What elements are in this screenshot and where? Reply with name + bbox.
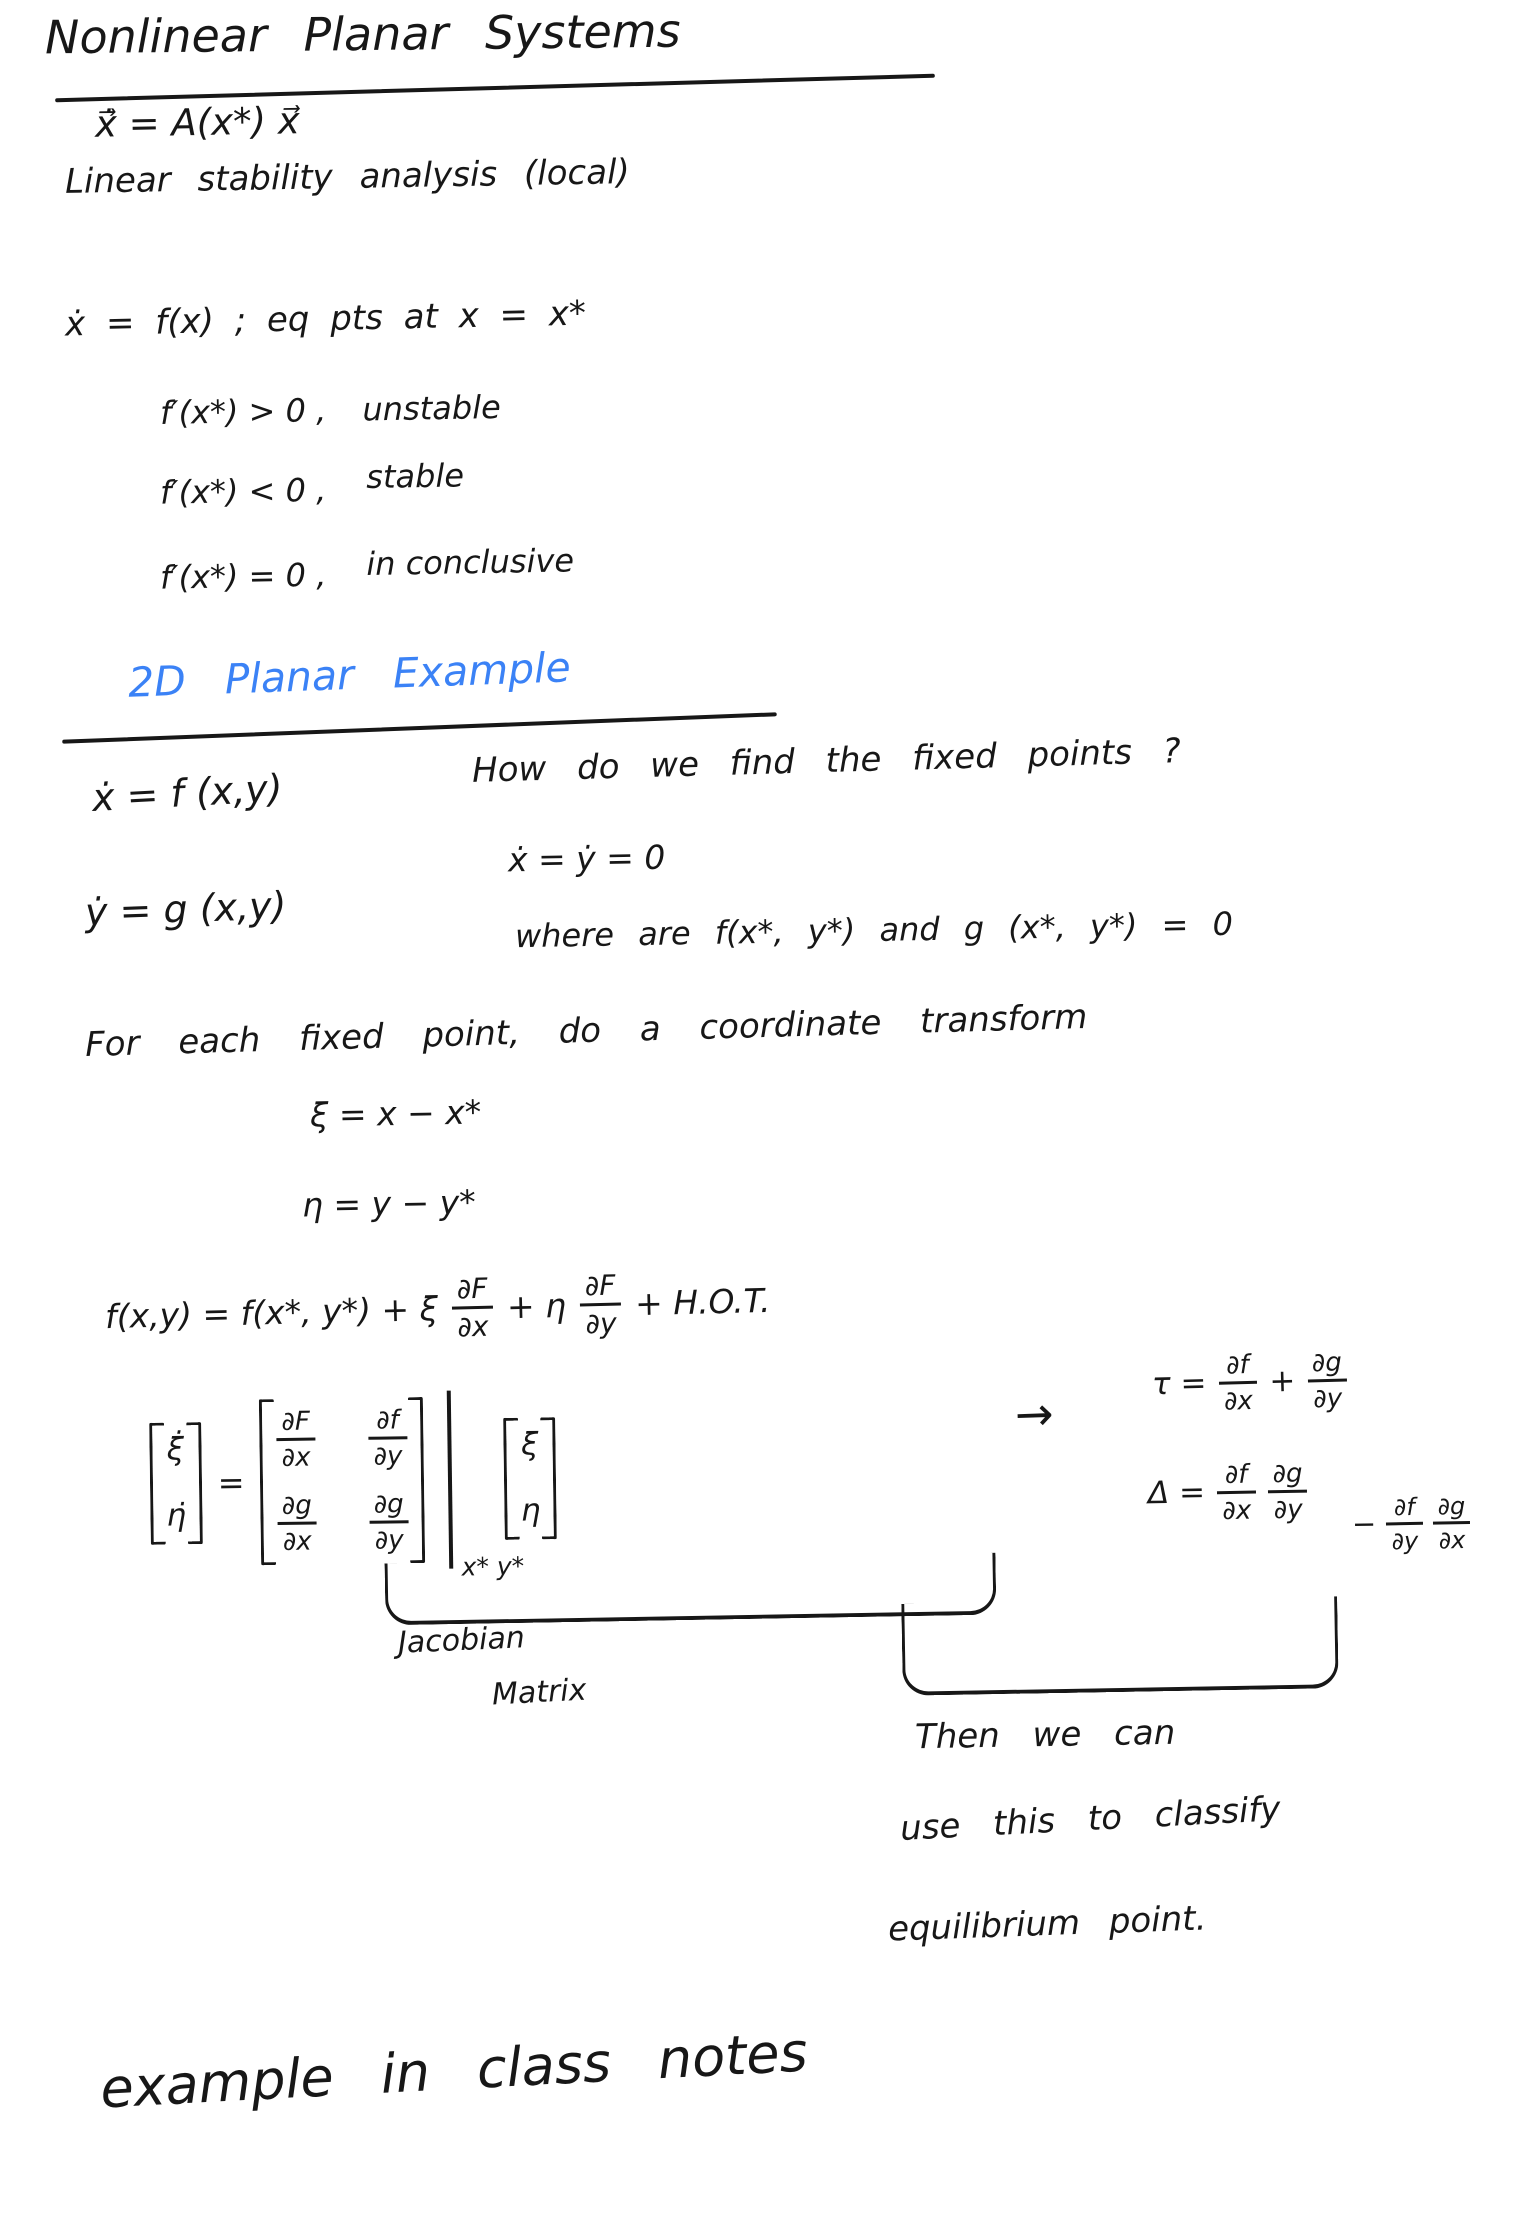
where-line: where are f(x*, y*) and g (x*, y*) = 0 [514,904,1234,956]
trace-frac-2-den: ∂y [1308,1378,1348,1412]
taylor-lead: f(x,y) = f(x*, y*) + ξ [104,1289,439,1337]
xi-definition: ξ = x − x* [309,1092,482,1135]
det-frac-2-den: ∂y [1268,1490,1307,1524]
case-stable-condition: f′(x*) < 0 , [159,470,327,512]
det-minus: − [1351,1506,1377,1542]
taylor-frac-y-den: ∂y [580,1303,622,1339]
matrix-cell-01-num: ∂f [376,1405,400,1436]
rhs-vector [504,1418,557,1540]
trace-formula [1151,1349,1348,1416]
taylor-hot: + H.O.T. [634,1280,771,1324]
determinant-formula-tail [1352,1494,1472,1554]
taylor-frac-y [579,1268,622,1341]
eval-subscript: x* y* [461,1551,525,1582]
jacobian-label: Jacobian [397,1620,526,1661]
trace-frac-1-den: ∂x [1218,1381,1258,1415]
trace-frac-2 [1306,1347,1348,1415]
det-frac-3 [1386,1492,1424,1556]
implies-arrow: → [1014,1386,1055,1442]
taylor-expansion [104,1268,771,1350]
matrix-cell-10-den: ∂x [278,1522,317,1556]
lhs-vector [149,1422,202,1544]
fixed-point-condition: ẋ = ẏ = 0 [507,837,666,880]
matrix-cell-01 [367,1407,408,1470]
det-frac-3-num: ∂f [1393,1492,1415,1522]
case-inconclusive-condition: f′(x*) = 0 , [159,555,327,597]
matrix-cell-00 [275,1406,316,1473]
det-lead: Δ = [1147,1474,1206,1512]
fixed-points-question: How do we find the fixed points ? [471,731,1182,791]
taylor-plus-eta: + η [506,1285,567,1327]
trace-frac-1-num: ∂f [1225,1350,1250,1381]
trace-frac-1 [1218,1352,1258,1415]
det-frac-2-num: ∂g [1272,1458,1303,1490]
matrix-cell-01-den: ∂y [368,1436,407,1470]
case-unstable [160,389,501,432]
section-underline [62,712,777,743]
conclusion-line-3: equilibrium point. [887,1898,1207,1950]
trace-frac-2-num: ∂g [1311,1347,1343,1379]
page-title: Nonlinear Planar Systems [44,3,681,65]
determinant-formula [1147,1458,1308,1527]
det-frac-1-den: ∂x [1217,1491,1256,1525]
det-frac-2 [1267,1458,1308,1526]
taylor-frac-x-den: ∂x [452,1306,494,1342]
matrix-cell-10 [277,1490,318,1557]
matrix-cell-00-den: ∂x [276,1438,315,1472]
det-frac-1 [1217,1459,1257,1527]
matrix-label: Matrix [491,1672,588,1713]
rhs-eta: η [520,1492,541,1529]
case-inconclusive [159,541,575,597]
conclusion-line-1: Then we can [914,1712,1176,1758]
system-eq-x: ẋ = f (x,y) [90,766,284,820]
det-frac-4 [1432,1494,1471,1553]
matrix-cell-00-num: ∂F [281,1406,311,1437]
system-eq-y: ẏ = g (x,y) [84,883,288,935]
taylor-frac-x-num: ∂F [456,1271,488,1306]
classification-bracket [901,1596,1339,1696]
scalar-equation: ẋ = f(x) ; eq pts at x = x* [64,293,587,345]
det-frac-1-num: ∂f [1224,1459,1248,1491]
case-unstable-condition: f′(x*) > 0 , [159,391,327,432]
det-frac-4-num: ∂g [1437,1492,1466,1521]
jacobian-matrix [259,1397,425,1565]
taylor-frac-y-num: ∂F [584,1268,616,1303]
matrix-cell-11-num: ∂g [373,1489,404,1520]
matrix-cell-11-den: ∂y [370,1520,409,1554]
det-frac-3-den: ∂y [1386,1522,1423,1554]
jacobian-equation [149,1389,557,1582]
eval-bar [447,1391,525,1582]
footer-note: example in class notes [98,2020,810,2121]
taylor-frac-x [451,1271,494,1344]
transform-line: For each fixed point, do a coordinate transform [84,997,1088,1065]
case-stable [159,456,465,512]
trace-lead: τ = [1151,1365,1207,1403]
trace-plus: + [1268,1362,1296,1400]
vector-equation: ẋ⃗ = A(x*) x⃗ [94,99,301,146]
matrix-cell-10-num: ∂g [281,1490,312,1521]
matrix-cell-11 [369,1491,410,1554]
jacobian-equals: = [217,1463,245,1502]
conclusion-line-2: use this to classify [899,1789,1282,1849]
rhs-xi: ξ [520,1426,539,1464]
stability-analysis-line: Linear stability analysis (local) [64,152,631,202]
case-unstable-result: unstable [362,388,502,429]
case-inconclusive-result: in conclusive [365,541,575,584]
eta-definition: η = y − y* [301,1182,477,1225]
det-frac-4-den: ∂x [1433,1521,1470,1553]
title-underline [55,74,935,103]
lhs-eta-dot: η̇ [166,1497,187,1534]
lhs-xi-dot: ξ̇ [166,1431,185,1468]
case-stable-result: stable [365,456,465,497]
section-heading-2d: 2D Planar Example [127,643,572,707]
